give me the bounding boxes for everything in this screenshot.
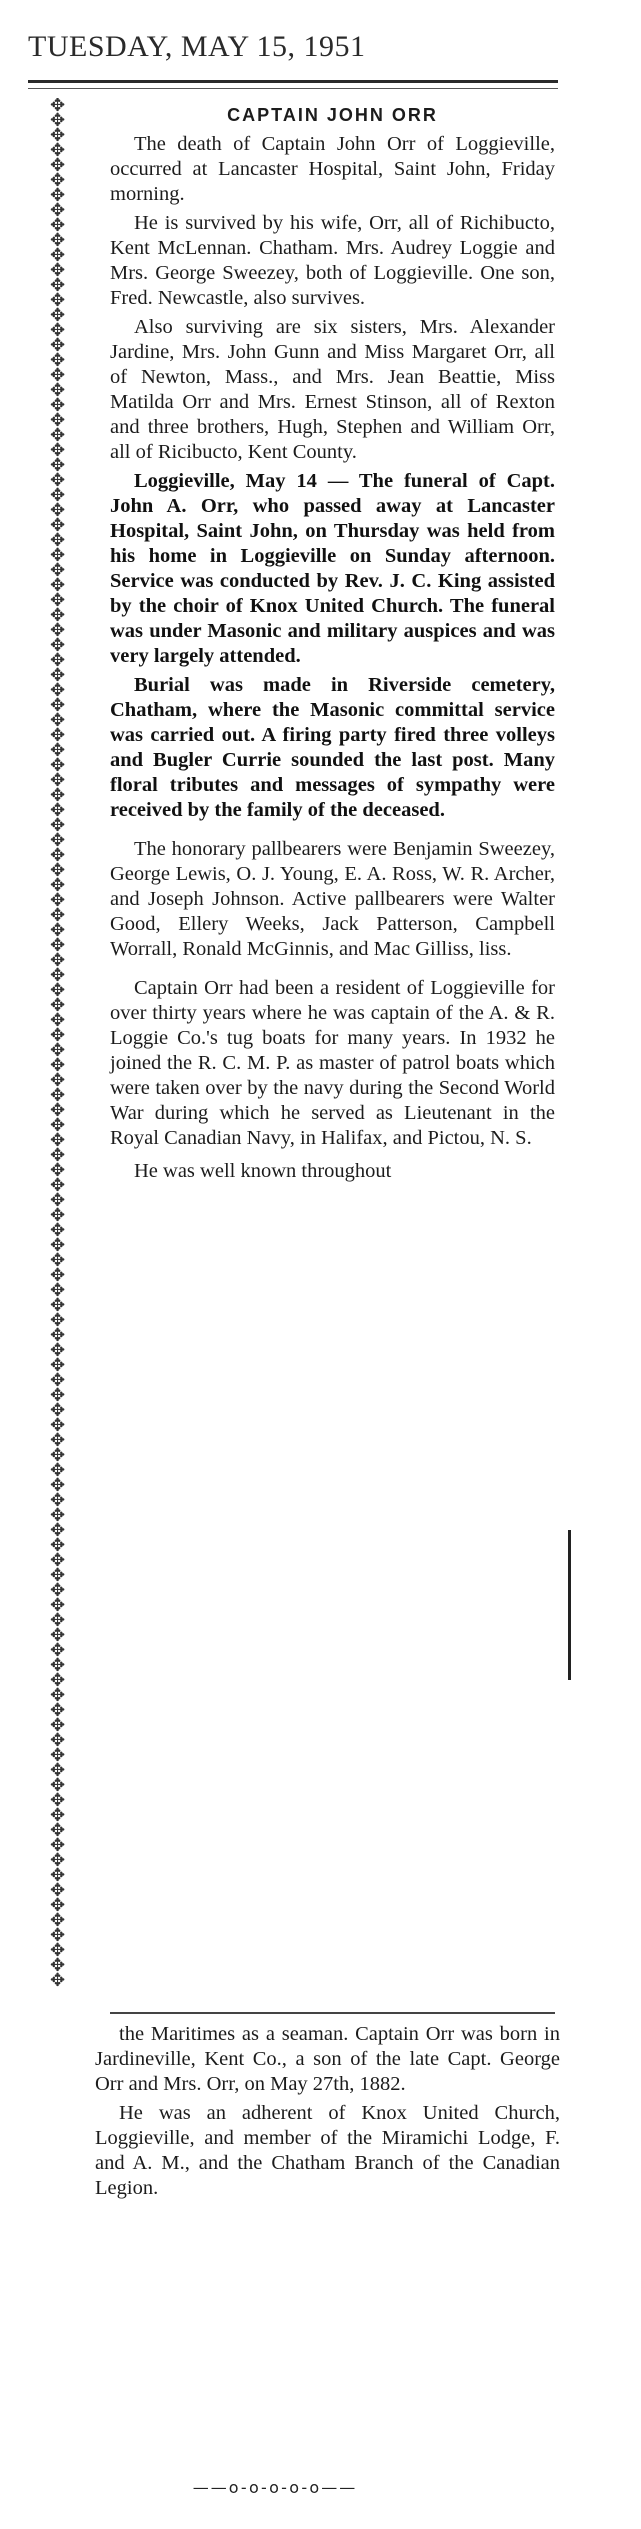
- top-rule: [28, 80, 558, 83]
- paragraph-sisters-brothers: Also surviving are six sisters, Mrs. Alexander Jardine, Mrs. John Gunn and Miss Margaret Orr, all of Newton, Mass., and Mrs. Jean Beattie, Miss Matilda Orr and Mrs. Ernest Stinson, all of Rexton and three brothers, Hugh, Stephen and William Orr, all of Ricibucto, Kent County.: [110, 316, 555, 463]
- obituary-article: [110, 105, 555, 1188]
- top-rule-thin: [28, 88, 558, 89]
- paragraph-well-known: He was well known throughout: [134, 1160, 392, 1182]
- paragraph-pallbearers: The honorary pallbearers were Benjamin Sweezey, George Lewis, O. J. Young, E. A. Ross, W. R. Archer, and Joseph Johnson. Active pallbearers were Walter Good, Ellery Weeks, Jack Patterson, Campbell Worrall, Ronald McGinnis, and Mac Gilliss, liss.: [110, 838, 555, 960]
- paragraph-birth: the Maritimes as a seaman. Captain Orr was born in Jardineville, Kent Co., a son of the late Capt. George Orr and Mrs. Orr, on May 27th, 1882.: [95, 2023, 560, 2095]
- decorative-border: ✥✥✥✥✥✥✥✥✥✥✥✥✥✥✥✥✥✥✥✥✥✥✥✥✥✥✥✥✥✥✥✥✥✥✥✥✥✥✥✥✥✥✥✥✥✥✥✥✥✥✥✥✥✥✥✥✥✥✥✥✥✥✥✥✥✥✥✥✥✥✥✥✥✥✥✥✥✥✥✥✥✥✥✥✥✥✥✥✥✥✥✥✥✥✥✥✥✥✥✥✥✥✥✥✥✥✥✥✥✥✥✥✥✥✥✥✥✥✥✥✥✥✥✥✥✥: [50, 98, 66, 1991]
- continuation-section: [95, 2022, 560, 2205]
- paragraph-burial: Burial was made in Riverside cemetery, Chatham, where the Masonic committal service was carried out. A firing party fired three volleys and Bugler Currie sounded the last post. Many floral tributes and messages of sympathy were received by the family of the deceased.: [110, 674, 555, 821]
- paragraph-affiliations: He was an adherent of Knox United Church, Loggieville, and member of the Miramichi Lodge, F. and A. M., and the Chatham Branch of the Canadian Legion.: [95, 2102, 560, 2199]
- paragraph-career: Captain Orr had been a resident of Loggieville for over thirty years where he was captain of the A. & R. Loggie Co.'s tug boats for many years. In 1932 he joined the R. C. M. P. as master of patrol boats which were taken over by the navy during the Second World War during which he served as Lieutenant in the Royal Canadian Navy, in Halifax, and Pictou, N. S.: [110, 977, 555, 1149]
- article-headline: CAPTAIN JOHN ORR: [227, 105, 438, 125]
- paragraph-funeral: Loggieville, May 14 — The funeral of Capt. John A. Orr, who passed away at Lancaster Hospital, Saint John, on Thursday was held from his home in Loggieville on Sunday afternoon. Service was conducted by Rev. J. C. King assisted by the choir of Knox United Church. The funeral was under Masonic and military auspices and was very largely attended.: [110, 470, 555, 667]
- paragraph-survivors: He is survived by his wife, Orr, all of Richibucto, Kent McLennan. Chatham. Mrs. Audrey Loggie and Mrs. George Sweezey, both of Loggieville. One son, Fred. Newcastle, also survives.: [110, 212, 555, 309]
- end-mark: ——o-o-o-o-o——: [192, 2478, 358, 2497]
- column-rule-right: [568, 1530, 571, 1680]
- paragraph-death-notice: The death of Captain John Orr of Loggieville, occurred at Lancaster Hospital, Saint John, Friday morning.: [110, 133, 555, 205]
- dateline: TUESDAY, MAY 15, 1951: [28, 30, 366, 63]
- section-divider: [110, 2012, 555, 2014]
